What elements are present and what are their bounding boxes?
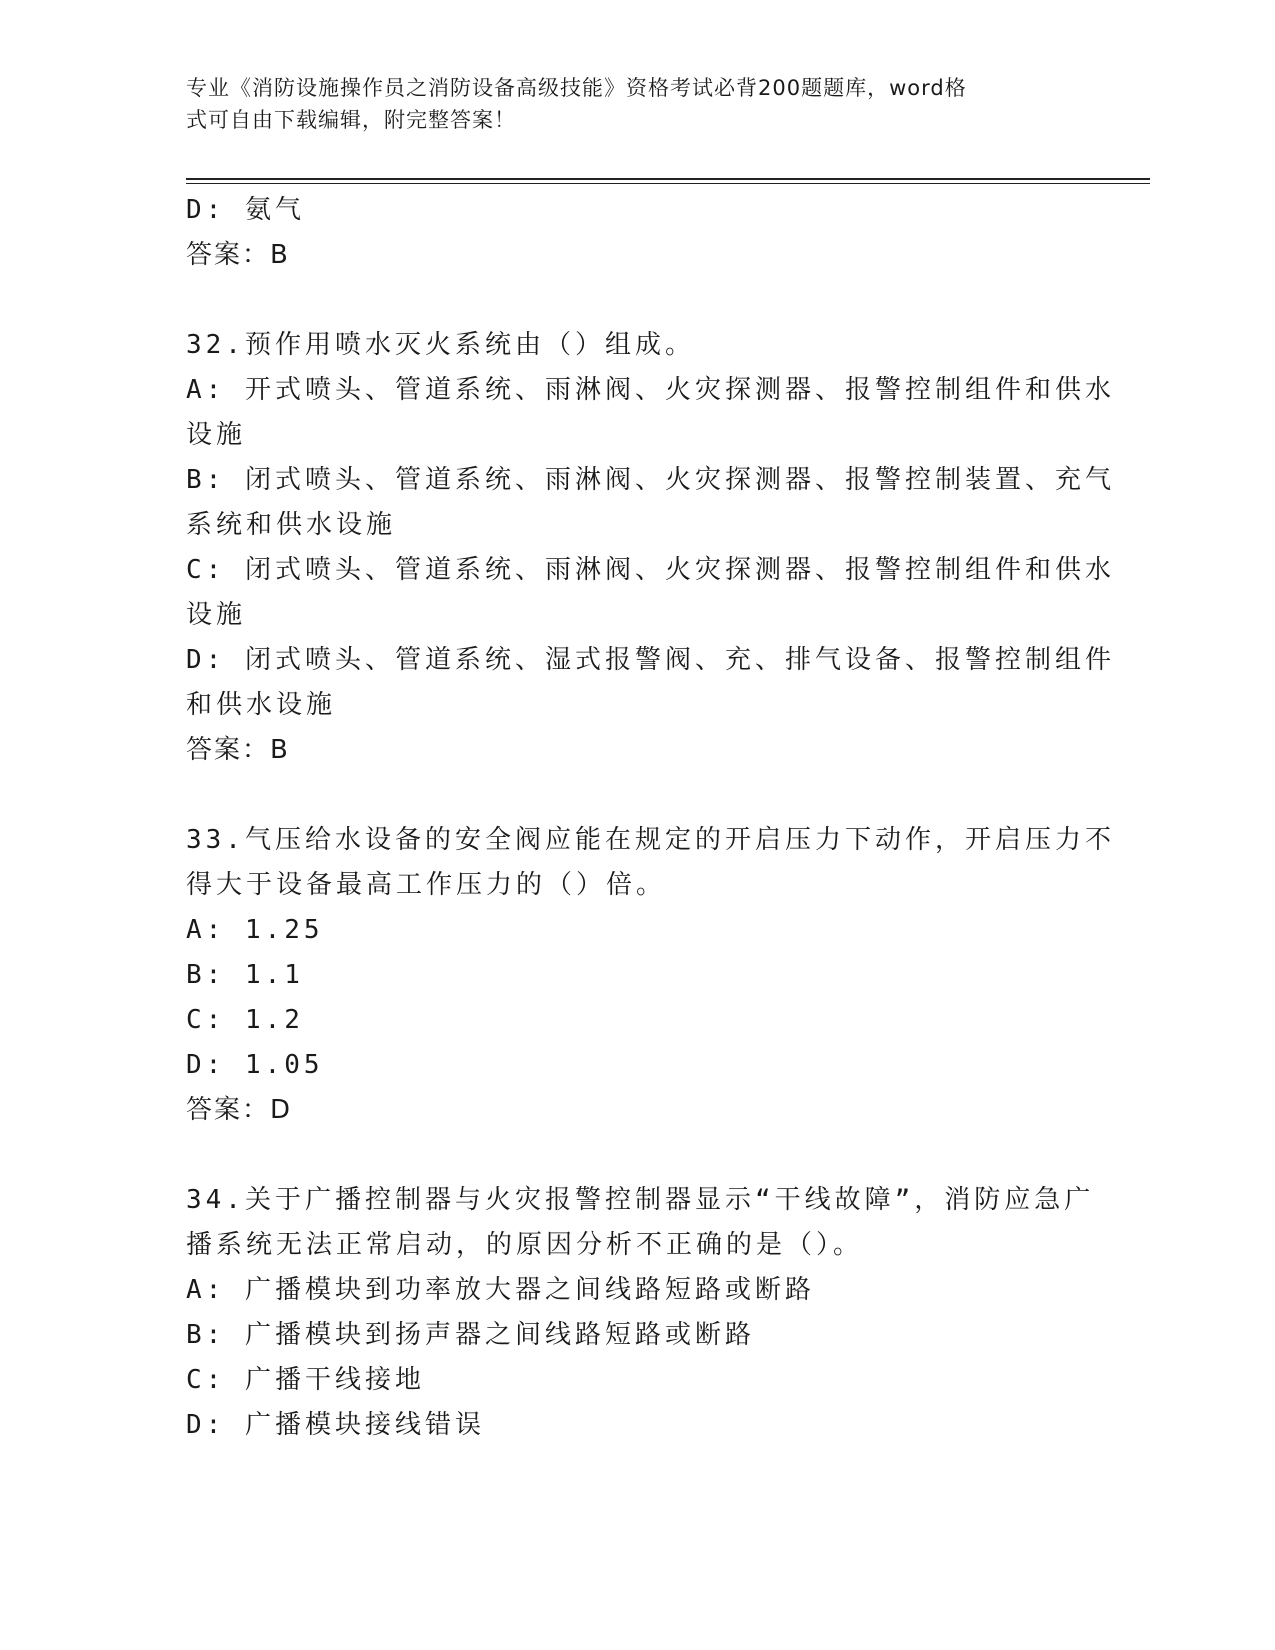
- question-33: [186, 818, 1115, 1133]
- question-list: [186, 188, 1115, 1448]
- spacer: [186, 773, 1086, 818]
- option-a: A: 广播模块到功率放大器之间线路短路或断路: [186, 1275, 815, 1305]
- option-c-continued: 设施: [186, 600, 247, 630]
- answer: 答案：B: [186, 735, 290, 765]
- option-a: A: 开式喷头、管道系统、雨淋阀、火灾探测器、报警控制组件和供水: [186, 375, 1115, 405]
- document-header: [186, 72, 1066, 136]
- option-b: B: 闭式喷头、管道系统、雨淋阀、火灾探测器、报警控制装置、充气: [186, 465, 1115, 495]
- option-d: D: 闭式喷头、管道系统、湿式报警阀、充、排气设备、报警控制组件: [186, 645, 1115, 675]
- option-c: C: 广播干线接地: [186, 1365, 425, 1395]
- spacer: [186, 278, 1086, 323]
- question-stem-continued: 播系统无法正常启动，的原因分析不正确的是（）。: [186, 1230, 864, 1260]
- spacer: [186, 1133, 1086, 1178]
- option-b: B: 广播模块到扬声器之间线路短路或断路: [186, 1320, 755, 1350]
- option-c: C: 闭式喷头、管道系统、雨淋阀、火灾探测器、报警控制组件和供水: [186, 555, 1115, 585]
- option-d: D: 1.05: [186, 1050, 324, 1080]
- answer: 答案：B: [186, 240, 290, 270]
- option-d: D: 广播模块接线错误: [186, 1410, 485, 1440]
- header-line-1: 专业《消防设施操作员之消防设备高级技能》资格考试必背200题题库，word格: [186, 76, 967, 100]
- option-a: A: 1.25: [186, 915, 324, 945]
- header-rule-thin: [186, 183, 1150, 184]
- option-c: C: 1.2: [186, 1005, 304, 1035]
- header-rule-thick: [186, 178, 1150, 180]
- question-32: [186, 323, 1115, 773]
- question-31: [186, 188, 1086, 278]
- question-stem: 33.气压给水设备的安全阀应能在规定的开启压力下动作，开启压力不: [186, 825, 1115, 855]
- option-b-continued: 系统和供水设施: [186, 510, 397, 540]
- option-d: D: 氨气: [186, 195, 305, 225]
- header-line-2: 式可自由下载编辑，附完整答案！: [186, 108, 516, 132]
- question-stem-continued: 得大于设备最高工作压力的（）倍。: [186, 870, 667, 900]
- question-34: [186, 1178, 1095, 1448]
- option-a-continued: 设施: [186, 420, 247, 450]
- option-d-continued: 和供水设施: [186, 690, 337, 720]
- answer: 答案：D: [186, 1095, 293, 1125]
- question-stem: 32.预作用喷水灭火系统由（）组成。: [186, 330, 695, 360]
- option-b: B: 1.1: [186, 960, 304, 990]
- question-stem: 34.关于广播控制器与火灾报警控制器显示“干线故障”，消防应急广: [186, 1185, 1095, 1215]
